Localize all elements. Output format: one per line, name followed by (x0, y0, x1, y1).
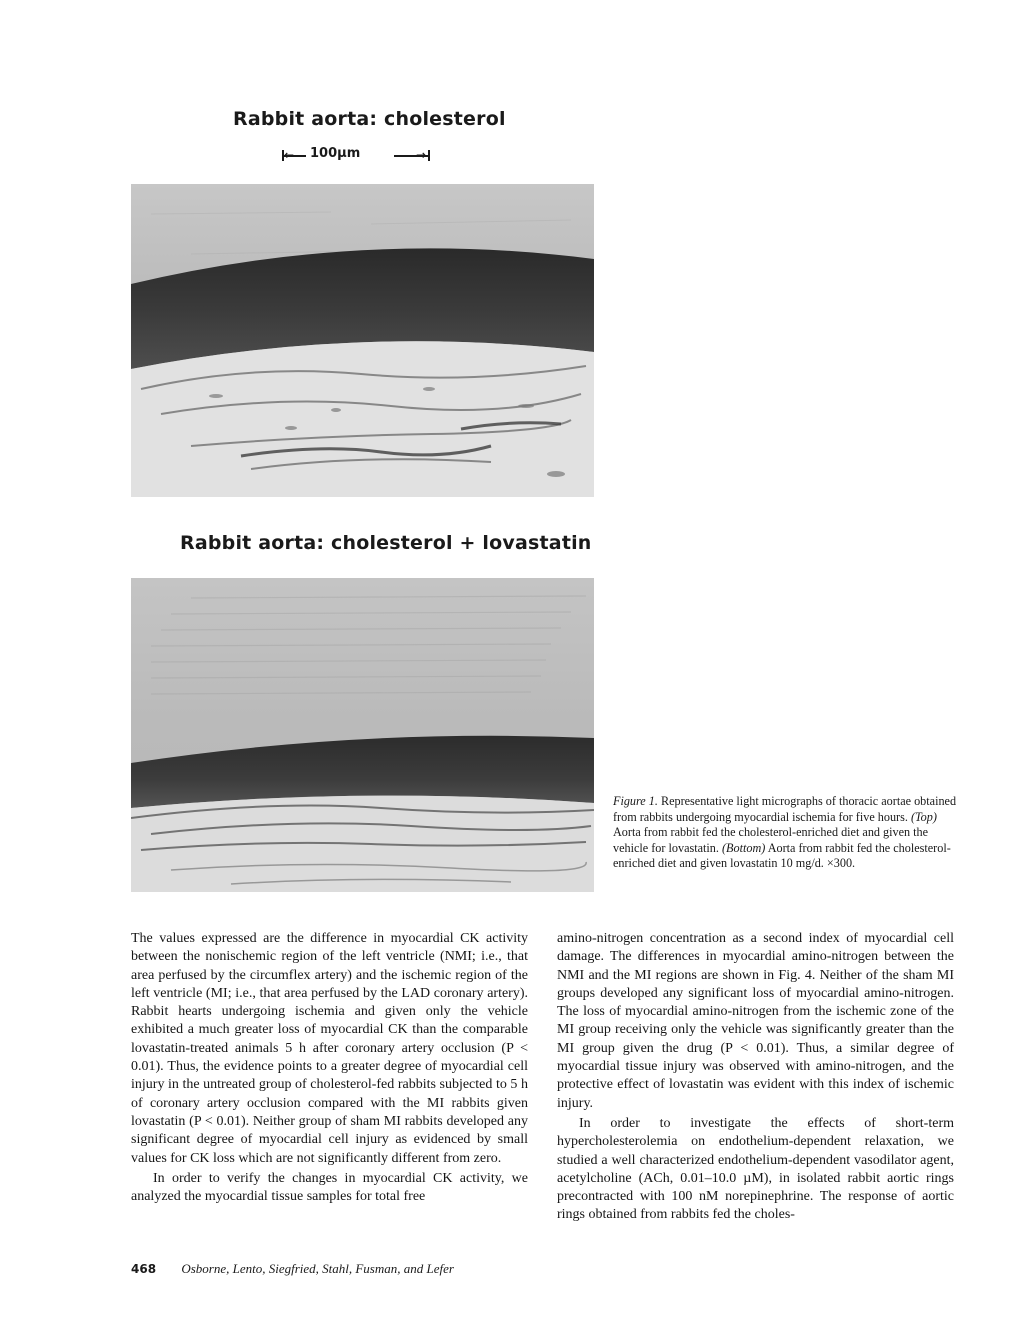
scale-bar-left-line (284, 155, 306, 157)
running-authors: Osborne, Lento, Siegfried, Stahl, Fusman, and Lefer (181, 1261, 454, 1276)
body-paragraph: amino-nitrogen concentration as a second index of myocardial cell damage. The differences in myocardial amino-nitrogen between the NMI and the MI regions are shown in Fig. 4. Neither of the sham MI groups developed any significant loss of myocardial amino-nitrogen. The loss of myocardial amino-nitrogen from the ischemic zone of the MI group receiving only the vehicle was significantly greater than the MI group given the drug (P < 0.01). Thus, a similar degree of myocardial tissue injury was observed with amino-nitrogen, and the protective effect of lovastatin was evident with this index of ischemic injury. (557, 931, 954, 1111)
figure-caption-bottom-text: Aorta from rabbit fed the cholesterol-enriched diet and given lovastatin 10 mg/d. ×300. (613, 840, 951, 871)
figure-caption-top-text: Aorta from rabbit fed the cholesterol-enriched diet and given the vehicle for lovastatin. (613, 825, 929, 855)
figure-caption (613, 794, 961, 872)
scale-bar-label: 100µm (310, 146, 361, 161)
scale-bar-right-tick (428, 150, 430, 161)
figure-caption-bottom-label: (Bottom) (721, 840, 766, 855)
micrograph-bottom-image (131, 578, 594, 892)
page-footer (131, 1261, 454, 1277)
figure-caption-label: Figure 1. (613, 794, 658, 808)
micrograph-top-image (131, 184, 594, 497)
page-number: 468 (131, 1262, 157, 1276)
body-paragraph: In order to verify the changes in myocardial CK activity, we analyzed the myocardial tissue samples for total free (131, 1170, 528, 1205)
scale-bar-right-arrow-icon: → (415, 148, 426, 162)
scale-bar (282, 144, 430, 166)
figure-caption-top-label: (Top) (910, 809, 937, 824)
body-column-right (557, 930, 954, 1225)
micrograph-bottom-title: Rabbit aorta: cholesterol + lovastatin (180, 532, 592, 554)
body-paragraph: The values expressed are the difference in myocardial CK activity between the nonischemic region of the left ventricle (NMI; i.e., that area perfused by the circumflex artery) and the ischemic region of the left ventricle (MI; i.e., that area perfused by the LAD coronary artery). Rabbit hearts undergoing ischemia and given only the vehicle exhibited a much greater loss of myocardial CK than the comparable lovastatin-treated animals 5 h after coronary artery occlusion (P < 0.01). Thus, the evidence points to a greater degree of myocardial cell injury in the untreated group of cholesterol-fed rabbits subjected to 5 h of coronary artery occlusion compared with the MI rabbits given lovastatin (P < 0.01). Neither group of sham MI rabbits developed any significant degree of myocardial cell injury as evidenced by small values for CK loss which are not significantly different from zero. (131, 931, 528, 1166)
micrograph-top-title: Rabbit aorta: cholesterol (233, 108, 506, 130)
body-column-left (131, 930, 528, 1206)
figure-caption-summary: Representative light micrographs of thoracic aortae obtained from rabbits undergoing myocardial ischemia for five hours. (613, 794, 957, 824)
body-paragraph: In order to investigate the effects of short-term hypercholesterolemia on endothelium-dependent relaxation, we studied a well characterized endothelium-dependent vasodilator agent, acetylcholine (ACh, 0.01–10.0 µM), in isolated rabbit aortic rings precontracted with 100 nM norepinephrine. The response of aortic rings obtained from rabbits fed the choles- (557, 1115, 954, 1223)
